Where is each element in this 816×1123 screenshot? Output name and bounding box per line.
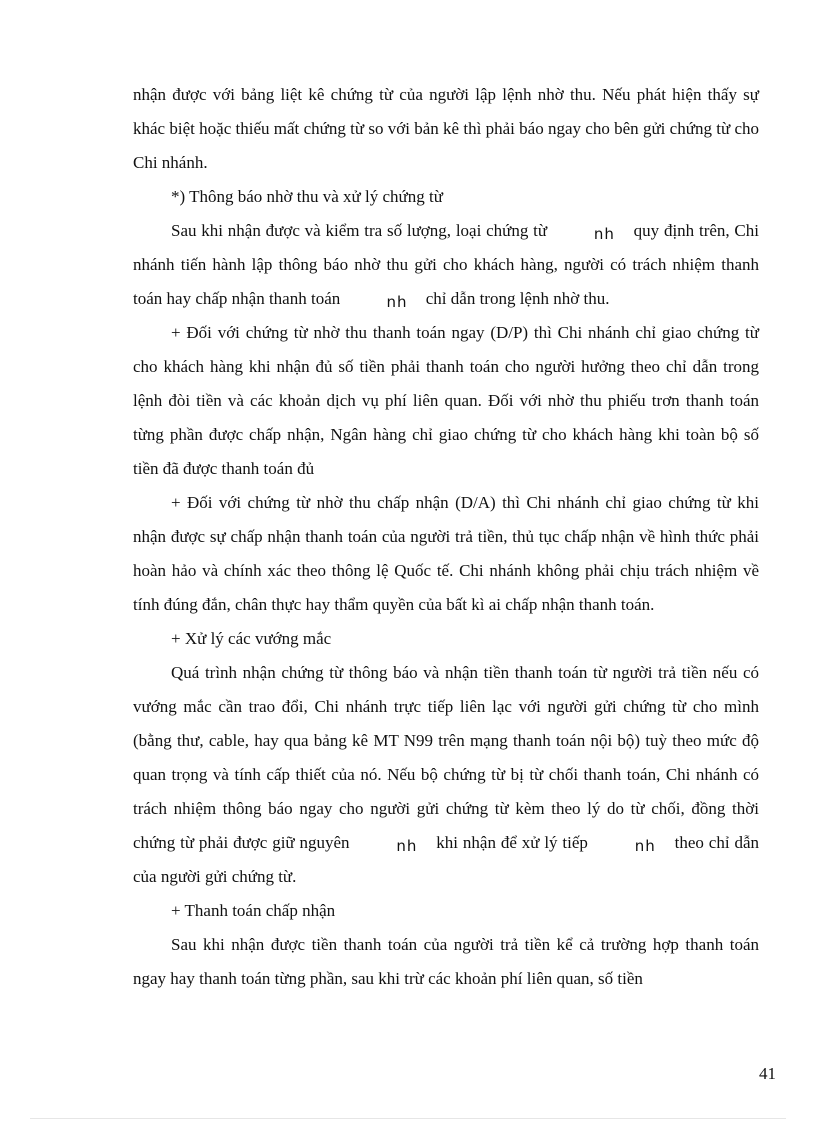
- paragraph-7: Quá trình nhận chứng từ thông báo và nhận tiền thanh toán từ người trả tiền nếu có vướng mắc cần trao đổi, Chi nhánh trực tiếp liên lạc với người gửi chứng từ cho mình (bằng thư, cable, hay qua bảng kê MT N99 trên mạng thanh toán nội bộ) tuỳ theo mức độ quan trọng và tính cấp thiết của nó. Nếu bộ chứng từ bị từ chối thanh toán, Chi nhánh có trách nhiệm thông báo ngay cho người gửi chứng từ kèm theo lý do từ chối, đồng thời chứng từ phải được giữ nguyên nh khi nhận để xử lý tiếp nh theo chỉ dẫn của người gửi chứng từ.: [133, 663, 759, 886]
- nh-symbol: nh: [593, 225, 615, 243]
- paragraph-da: + Đối với chứng từ nhờ thu chấp nhận (D/A) thì Chi nhánh chỉ giao chứng từ khi nhận được sự chấp nhận thanh toán của người trả tiền, thủ tục chấp nhận về hình thức phải hoàn hảo và chính xác theo thông lệ Quốc tế. Chi nhánh không phải chịu trách nhiệm về tính đúng đắn, chân thực hay thẩm quyền của bất kì ai chấp nhận thanh toán.: [133, 493, 759, 614]
- footer-divider: [30, 1118, 786, 1119]
- page-number: 41: [759, 1064, 776, 1083]
- heading-issues: + Xử lý các vướng mắc: [171, 629, 332, 648]
- paragraph-9: Sau khi nhận được tiền thanh toán của người trả tiền kể cả trường hợp thanh toán ngay hay thanh toán từng phần, sau khi trừ các khoản phí liên quan, số tiền: [133, 935, 759, 988]
- paragraph-1: nhận được với bảng liệt kê chứng từ của người lập lệnh nhờ thu. Nếu phát hiện thấy sự khác biệt hoặc thiếu mất chứng từ so với bản kê thì phải báo ngay cho bên gửi chứng từ cho Chi nhánh.: [133, 85, 759, 172]
- paragraph-3: Sau khi nhận được và kiểm tra số lượng, loại chứng từ nh quy định trên, Chi nhánh tiến hành lập thông báo nhờ thu gửi cho khách hàng, người có trách nhiệm thanh toán hay chấp nhận thanh toán nh chỉ dẫn trong lệnh nhờ thu.: [133, 214, 759, 316]
- nh-symbol: nh: [396, 837, 418, 855]
- heading-acceptance-payment: + Thanh toán chấp nhận: [171, 901, 336, 920]
- heading-collection-notice: *) Thông báo nhờ thu và xử lý chứng từ: [171, 187, 443, 206]
- nh-symbol: nh: [634, 837, 656, 855]
- body-text: [133, 78, 759, 996]
- paragraph-dp: + Đối với chứng từ nhờ thu thanh toán ngay (D/P) thì Chi nhánh chỉ giao chứng từ cho khách hàng khi nhận đủ số tiền phải thanh toán cho người hưởng theo chỉ dẫn trong lệnh đòi tiền và các khoản dịch vụ phí liên quan. Đối với nhờ thu phiếu trơn thanh toán từng phần được chấp nhận, Ngân hàng chỉ giao chứng từ cho khách hàng khi toàn bộ số tiền đã được thanh toán đủ: [133, 323, 759, 478]
- nh-symbol: nh: [386, 293, 408, 311]
